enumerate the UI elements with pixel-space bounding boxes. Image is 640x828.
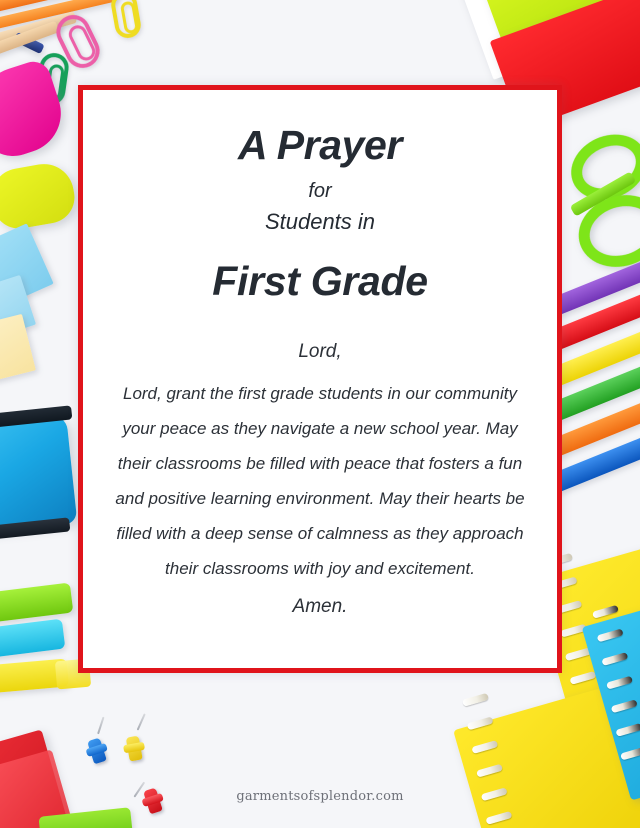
- title-connector-students: Students in: [264, 209, 376, 235]
- yellow-paperclip-icon: [109, 0, 143, 40]
- yellow-green-eraser: [0, 159, 79, 232]
- pin-needle: [97, 717, 104, 735]
- prayer-salutation: Lord,: [298, 340, 342, 362]
- pin-needle: [137, 713, 146, 730]
- prayer-subject: First Grade: [212, 258, 428, 305]
- prayer-card-content: [83, 90, 557, 668]
- page-title: A Prayer: [238, 122, 402, 168]
- site-watermark: garmentsofsplendor.com: [236, 789, 404, 804]
- prayer-closing: Amen.: [292, 596, 348, 618]
- prayer-card: [78, 85, 562, 673]
- title-connector-for: for: [308, 180, 332, 203]
- prayer-body: Lord, grant the first grade students in our community your peace as they navigate a new school year. May their classrooms be filled with peace that fosters a fun and positive learning environment. May their hearts be filled with a deep sense of calmness as they approach their classrooms with joy and excitement.: [115, 384, 525, 578]
- cyan-highlighter: [0, 619, 65, 664]
